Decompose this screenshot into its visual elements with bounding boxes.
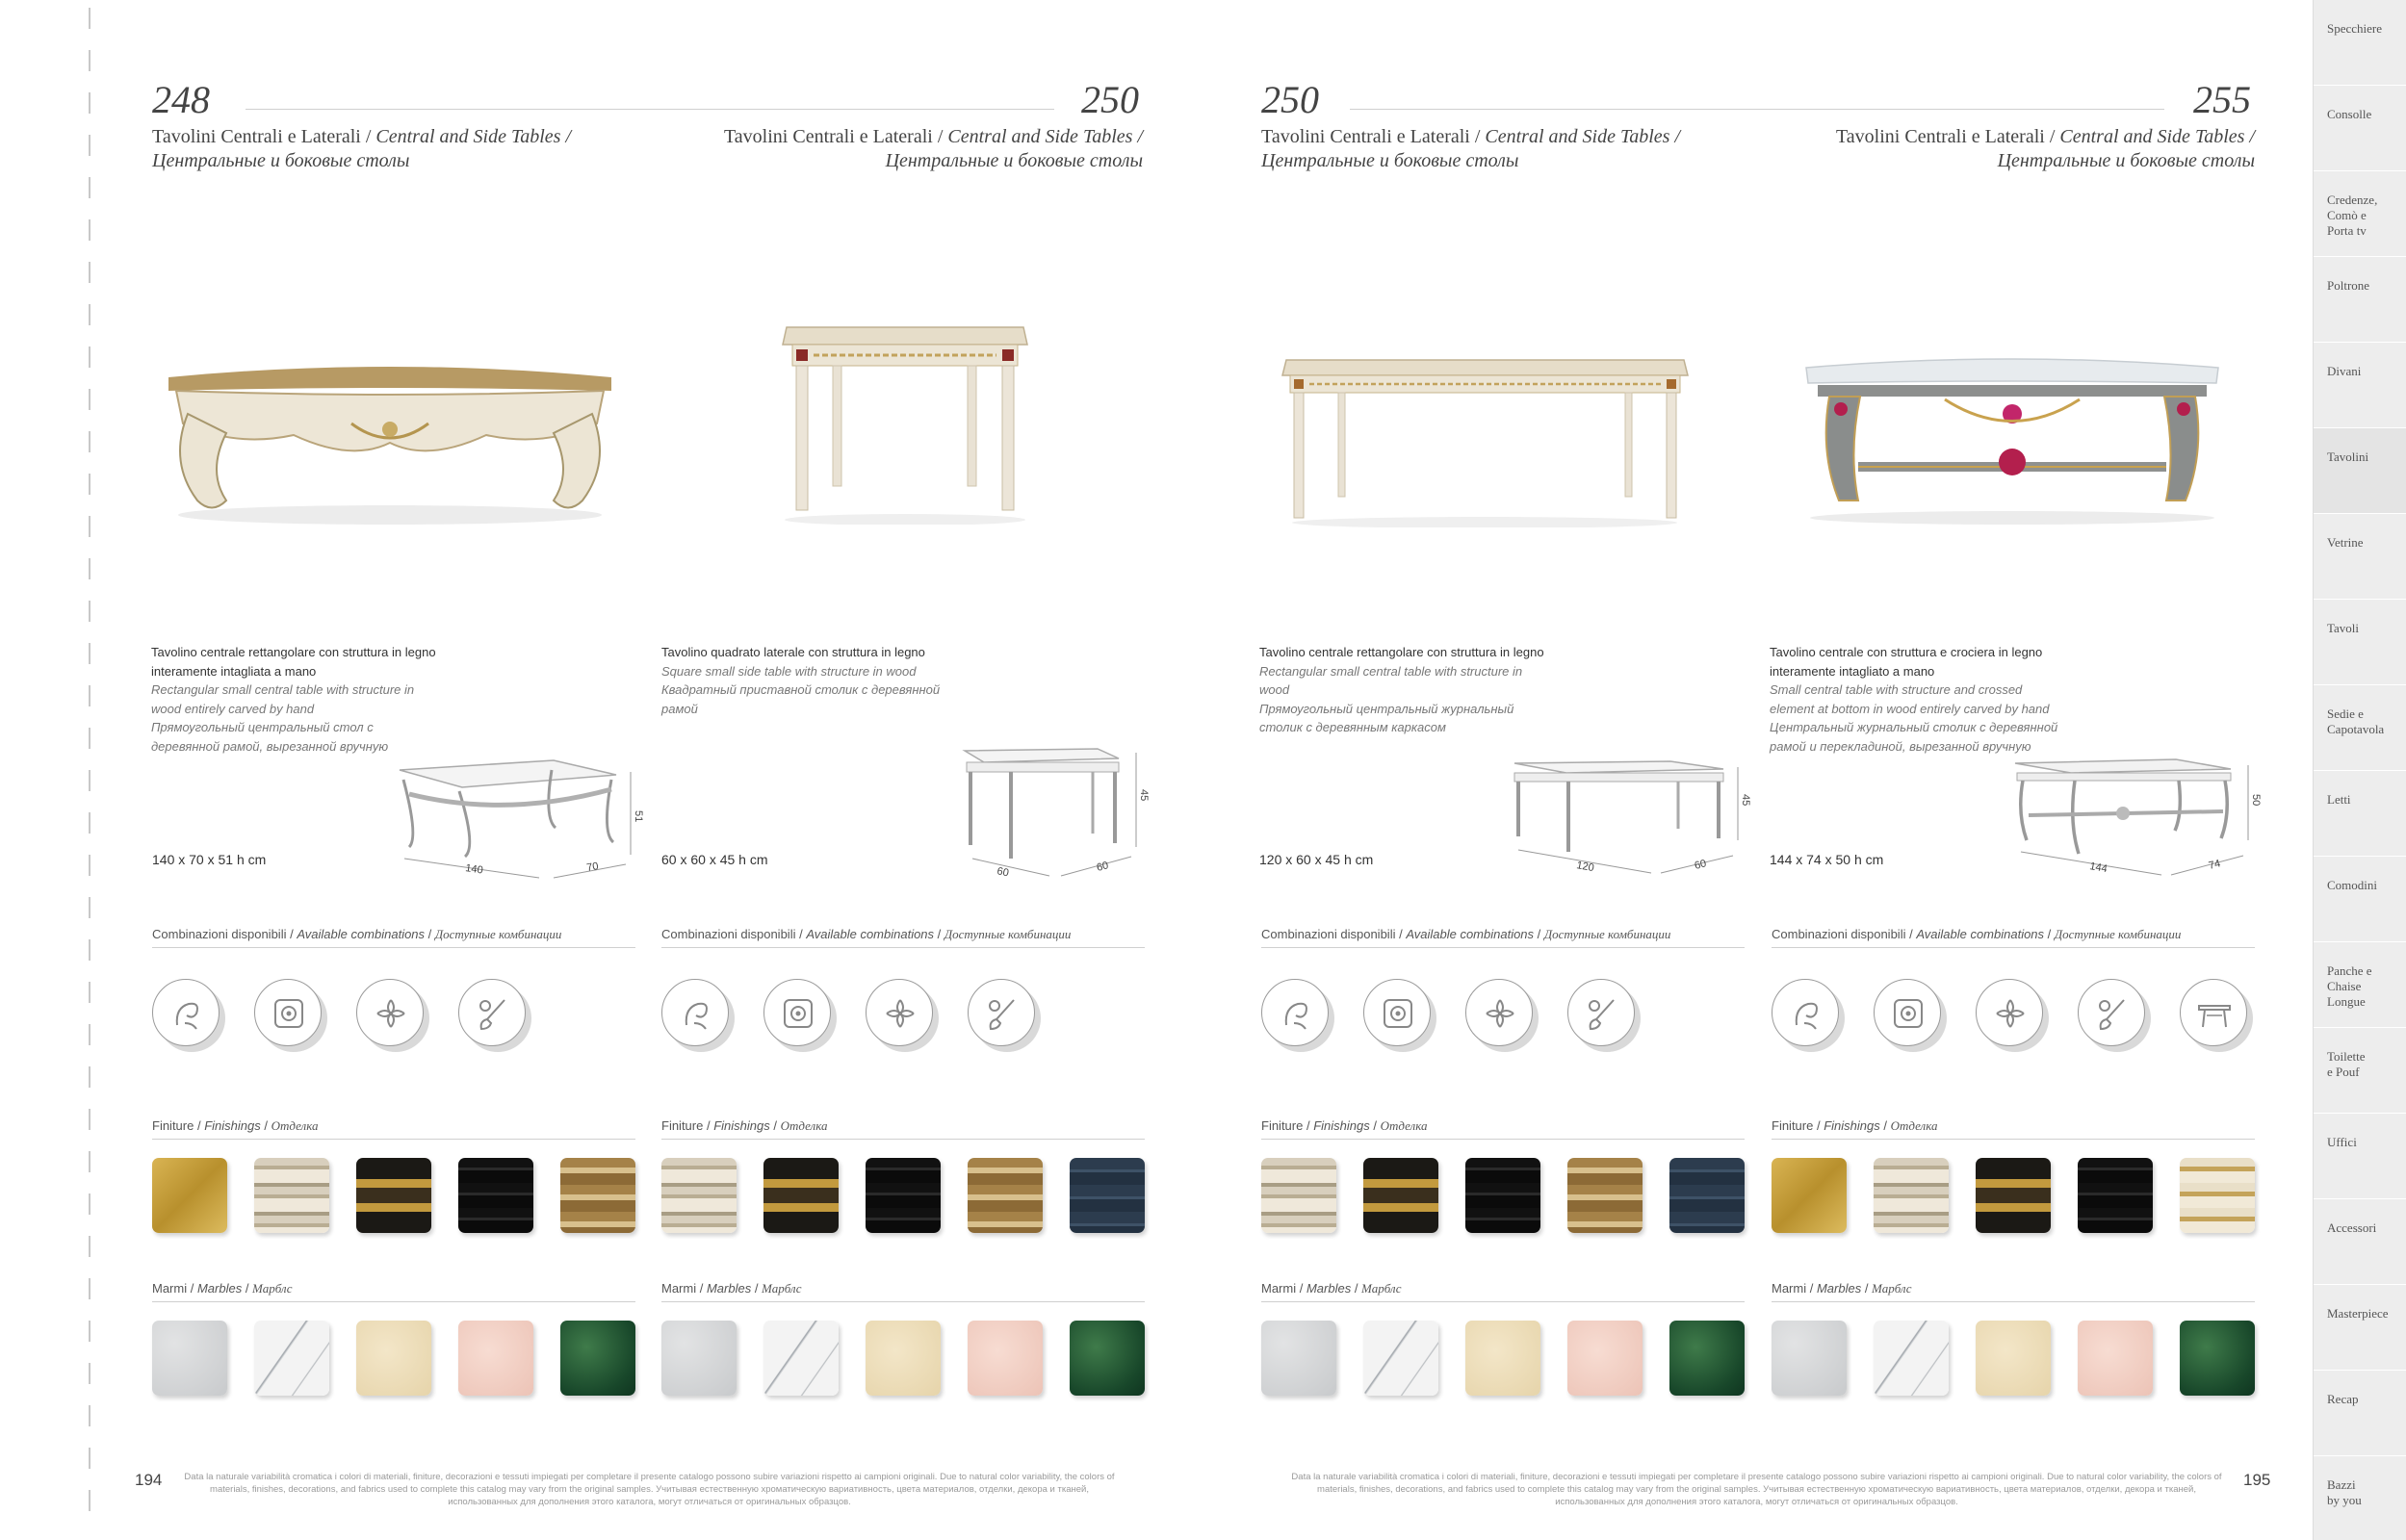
page-title-left-right: Tavolini Centrali e Laterali / Central and Side Tables / Центральные и боковые столы xyxy=(723,126,1143,171)
marble-swatch-grey[interactable] xyxy=(661,1321,737,1396)
finishes-label: Finiture / Finishings / Отделка xyxy=(152,1118,635,1140)
range-start-code: 248 xyxy=(152,78,210,121)
rosette-icon xyxy=(1379,994,1417,1033)
sidebar-item-sedie[interactable]: Sedie e Capotavola xyxy=(2314,685,2406,771)
marble-swatch-pink[interactable] xyxy=(968,1321,1043,1396)
finish-swatch-ivory-relief[interactable] xyxy=(1874,1158,1949,1233)
finish-swatch-black[interactable] xyxy=(458,1158,533,1233)
marble-swatch-cream[interactable] xyxy=(1976,1321,2051,1396)
dimensions-label: 120 x 60 x 45 h cm xyxy=(1259,852,1374,867)
finish-swatch-gold-relief[interactable] xyxy=(1567,1158,1643,1233)
product-description: Tavolino quadrato laterale con struttura in legno Square small side table with structure in wood Квадратный приставной столик с деревянной рамой xyxy=(661,645,941,716)
page-title-right-right: Tavolini Centrali e Laterali / Central and Side Tables / Центральные и боковые столы xyxy=(1835,126,2255,171)
product-description: Tavolino centrale rettangolare con struttura in legno interamente intagliata a mano Rectangular small central table with structure in wood entirely carved by hand Прямоугольный центральный стол с деревянной рамой, вырезанной вручную xyxy=(151,645,436,754)
page-number: 195 xyxy=(2243,1471,2271,1489)
page-title-right: Tavolini Centrali e Laterali / Central and Side Tables / Центральные и боковые столы xyxy=(1261,126,1681,171)
paint-icon xyxy=(983,994,1022,1033)
finish-swatch-ivory-gold[interactable] xyxy=(2180,1158,2255,1233)
range-end-code: 255 xyxy=(2193,78,2251,121)
marble-swatch-grey[interactable] xyxy=(1772,1321,1847,1396)
width-label: 144 xyxy=(2088,860,2108,876)
product-photo-square-table xyxy=(775,318,1035,525)
finish-swatch-gold-relief[interactable] xyxy=(560,1158,635,1233)
paint-icon xyxy=(1583,994,1621,1033)
marble-swatch-green[interactable] xyxy=(1070,1321,1145,1396)
depth-label: 70 xyxy=(585,860,600,874)
sidebar-item-toilette[interactable]: Toilette e Pouf xyxy=(2314,1028,2406,1114)
flower-icon xyxy=(1481,994,1519,1033)
marble-swatch-cream[interactable] xyxy=(866,1321,941,1396)
dimension-sketch xyxy=(2007,756,2265,881)
product-photo-ornate-table xyxy=(1800,356,2224,525)
finish-swatch-gold[interactable] xyxy=(1772,1158,1847,1233)
sidebar-item-comodini[interactable]: Comodini xyxy=(2314,857,2406,942)
finishes-label: Finiture / Finishings / Отделка xyxy=(661,1118,1145,1140)
combination-flower-icon[interactable] xyxy=(356,979,424,1046)
marble-swatch-white-vein[interactable] xyxy=(763,1321,839,1396)
combination-rosette-icon[interactable] xyxy=(1363,979,1431,1046)
header-rule xyxy=(246,109,1054,110)
marble-swatch-green[interactable] xyxy=(560,1321,635,1396)
sidebar-item-credenze[interactable]: Credenze, Comò e Porta tv xyxy=(2314,171,2406,257)
combination-carving-icon[interactable] xyxy=(152,979,220,1046)
marble-swatch-grey[interactable] xyxy=(1261,1321,1336,1396)
product-description: Tavolino centrale con struttura e crociera in legno interamente intagliato a mano Small central table with structure and crossed element at bottom in wood entirely carved by hand Центральный журнальный столик с деревянной рамой и перекладиной, вырезанной вручную xyxy=(1770,645,2058,754)
combinations-label: Combinazioni disponibili / Available combinations / Доступные комбинации xyxy=(1772,927,2255,948)
finish-swatch-black-gold[interactable] xyxy=(763,1158,839,1233)
dimensions-label: 60 x 60 x 45 h cm xyxy=(661,852,768,867)
combinations-label: Combinazioni disponibili / Available combinations / Доступные комбинации xyxy=(152,927,635,948)
finish-swatch-ivory-relief[interactable] xyxy=(1261,1158,1336,1233)
sidebar-item-specchiere[interactable]: Specchiere xyxy=(2314,0,2406,86)
product-photo-carved-table xyxy=(159,356,621,529)
finish-swatch-navy[interactable] xyxy=(1669,1158,1745,1233)
header-rule xyxy=(1350,109,2164,110)
sidebar-item-tavolini[interactable]: Tavolini xyxy=(2314,428,2406,514)
sidebar-item-uffici[interactable]: Uffici xyxy=(2314,1114,2406,1199)
combination-paint-icon[interactable] xyxy=(2078,979,2145,1046)
carving-icon xyxy=(1787,994,1825,1033)
color-disclaimer: Data la naturale variabilità cromatica i colori di materiali, finiture, decorazioni e tessuti impiegati per completare il presente catalogo possono subire variazioni rispetto ai campioni originali. Due to natural color variability, the colors of materials, finishes, decorations, and fabrics used to complete this catalog may vary from the original samples. Учитывая естественную хроматическую вариативность, цвета материалов, отделки, декора и тканей, использованных для дополнения этого каталога, могут отличаться от оригинальных образцов. xyxy=(184,1472,1115,1507)
width-label: 140 xyxy=(464,862,484,877)
combination-paint-icon[interactable] xyxy=(968,979,1035,1046)
height-label: 51 xyxy=(633,810,644,823)
page-number: 194 xyxy=(135,1471,163,1489)
marbles-label: Marmi / Marbles / Марблс xyxy=(661,1281,1145,1302)
combination-carving-icon[interactable] xyxy=(661,979,729,1046)
page-title-left: Tavolini Centrali e Laterali / Central and Side Tables / Центральные и боковые столы xyxy=(152,126,572,171)
sidebar-item-divani[interactable]: Divani xyxy=(2314,343,2406,428)
sidebar-item-panche[interactable]: Panche e Chaise Longue xyxy=(2314,942,2406,1028)
finish-swatch-ivory-relief[interactable] xyxy=(254,1158,329,1233)
finishes-label: Finiture / Finishings / Отделка xyxy=(1261,1118,1745,1140)
sidebar-item-masterpiece[interactable]: Masterpiece xyxy=(2314,1285,2406,1371)
combination-flower-icon[interactable] xyxy=(1976,979,2043,1046)
dimensions-label: 144 x 74 x 50 h cm xyxy=(1770,852,1884,867)
combination-glass-top-icon[interactable] xyxy=(2180,979,2247,1046)
sidebar-item-recap[interactable]: Recap xyxy=(2314,1371,2406,1456)
marble-swatch-white-vein[interactable] xyxy=(1363,1321,1438,1396)
combinations-label: Combinazioni disponibili / Available combinations / Доступные комбинации xyxy=(661,927,1145,948)
marble-swatch-grey[interactable] xyxy=(152,1321,227,1396)
finish-swatch-black-gold[interactable] xyxy=(356,1158,431,1233)
rosette-icon xyxy=(1889,994,1927,1033)
marbles-label: Marmi / Marbles / Марблс xyxy=(1772,1281,2255,1302)
sidebar-item-poltrone[interactable]: Poltrone xyxy=(2314,257,2406,343)
height-label: 50 xyxy=(2250,794,2262,807)
finish-swatch-black-gold[interactable] xyxy=(1363,1158,1438,1233)
carving-icon xyxy=(677,994,715,1033)
flower-icon xyxy=(372,994,410,1033)
finish-swatch-black-gold[interactable] xyxy=(1976,1158,2051,1233)
sidebar-item-letti[interactable]: Letti xyxy=(2314,771,2406,857)
combination-rosette-icon[interactable] xyxy=(1874,979,1941,1046)
marble-swatch-pink[interactable] xyxy=(458,1321,533,1396)
marbles-label: Marmi / Marbles / Марблс xyxy=(1261,1281,1745,1302)
marble-swatch-white-vein[interactable] xyxy=(254,1321,329,1396)
sidebar-item-vetrine[interactable]: Vetrine xyxy=(2314,514,2406,600)
depth-label: 74 xyxy=(2207,858,2222,872)
paint-icon xyxy=(474,994,512,1033)
color-disclaimer: Data la naturale variabilità cromatica i colori di materiali, finiture, decorazioni e tessuti impiegati per completare il presente catalogo possono subire variazioni rispetto ai campioni originali. Due to natural color variability, the colors of materials, finishes, decorations, and fabrics used to complete this catalog may vary from the original samples. Учитывая естественную хроматическую вариативность, цвета материалов, отделки, декора и тканей, использованных для дополнения этого каталога, могут отличаться от оригинальных образцов. xyxy=(1291,1472,2222,1507)
marble-swatch-green[interactable] xyxy=(1669,1321,1745,1396)
combination-carving-icon[interactable] xyxy=(1261,979,1329,1046)
range-end-code: 250 xyxy=(1081,78,1139,121)
range-start-code: 250 xyxy=(1261,78,1319,121)
binding-marks xyxy=(89,8,92,1538)
width-label: 60 xyxy=(996,865,1010,880)
flower-icon xyxy=(1991,994,2030,1033)
marbles-label: Marmi / Marbles / Марблс xyxy=(152,1281,635,1302)
category-sidebar xyxy=(2313,0,2406,1540)
width-label: 120 xyxy=(1575,860,1595,875)
marble-swatch-green[interactable] xyxy=(2180,1321,2255,1396)
finish-swatch-black[interactable] xyxy=(2078,1158,2153,1233)
height-label: 45 xyxy=(1740,794,1751,807)
marble-swatch-pink[interactable] xyxy=(1567,1321,1643,1396)
product-description: Tavolino centrale rettangolare con struttura in legno Rectangular small central table with structure in wood Прямоугольный центральный журнальный столик с деревянным каркасом xyxy=(1259,645,1544,734)
finish-swatch-black[interactable] xyxy=(866,1158,941,1233)
combinations-label: Combinazioni disponibili / Available combinations / Доступные комбинации xyxy=(1261,927,1745,948)
glass-top-icon xyxy=(2195,994,2234,1033)
finish-swatch-gold-relief[interactable] xyxy=(968,1158,1043,1233)
marble-swatch-cream[interactable] xyxy=(356,1321,431,1396)
dimensions-label: 140 x 70 x 51 h cm xyxy=(152,852,267,867)
finish-swatch-black[interactable] xyxy=(1465,1158,1540,1233)
height-label: 45 xyxy=(1138,789,1150,802)
combination-paint-icon[interactable] xyxy=(1567,979,1635,1046)
rosette-icon xyxy=(779,994,817,1033)
combination-flower-icon[interactable] xyxy=(1465,979,1533,1046)
carving-icon xyxy=(168,994,206,1033)
rosette-icon xyxy=(270,994,308,1033)
product-photo-rect-table xyxy=(1281,354,1690,527)
paint-icon xyxy=(2093,994,2132,1033)
sidebar-item-consolle[interactable]: Consolle xyxy=(2314,86,2406,171)
combination-rosette-icon[interactable] xyxy=(763,979,831,1046)
sidebar-item-accessori[interactable]: Accessori xyxy=(2314,1199,2406,1285)
combination-paint-icon[interactable] xyxy=(458,979,526,1046)
finishes-label: Finiture / Finishings / Отделка xyxy=(1772,1118,2255,1140)
combination-flower-icon[interactable] xyxy=(866,979,933,1046)
carving-icon xyxy=(1277,994,1315,1033)
sidebar-item-bazzi[interactable]: Bazzi by you xyxy=(2314,1456,2406,1540)
dimension-sketch xyxy=(1507,756,1752,881)
finish-swatch-ivory-relief[interactable] xyxy=(661,1158,737,1233)
dimension-sketch xyxy=(390,751,650,881)
flower-icon xyxy=(881,994,919,1033)
marble-swatch-white-vein[interactable] xyxy=(1874,1321,1949,1396)
sidebar-item-tavoli[interactable]: Tavoli xyxy=(2314,600,2406,685)
depth-label: 60 xyxy=(1095,860,1110,874)
finish-swatch-gold[interactable] xyxy=(152,1158,227,1233)
marble-swatch-cream[interactable] xyxy=(1465,1321,1540,1396)
depth-label: 60 xyxy=(1693,858,1708,872)
marble-swatch-pink[interactable] xyxy=(2078,1321,2153,1396)
combination-carving-icon[interactable] xyxy=(1772,979,1839,1046)
combination-rosette-icon[interactable] xyxy=(254,979,322,1046)
finish-swatch-navy[interactable] xyxy=(1070,1158,1145,1233)
dimension-sketch xyxy=(953,741,1151,881)
